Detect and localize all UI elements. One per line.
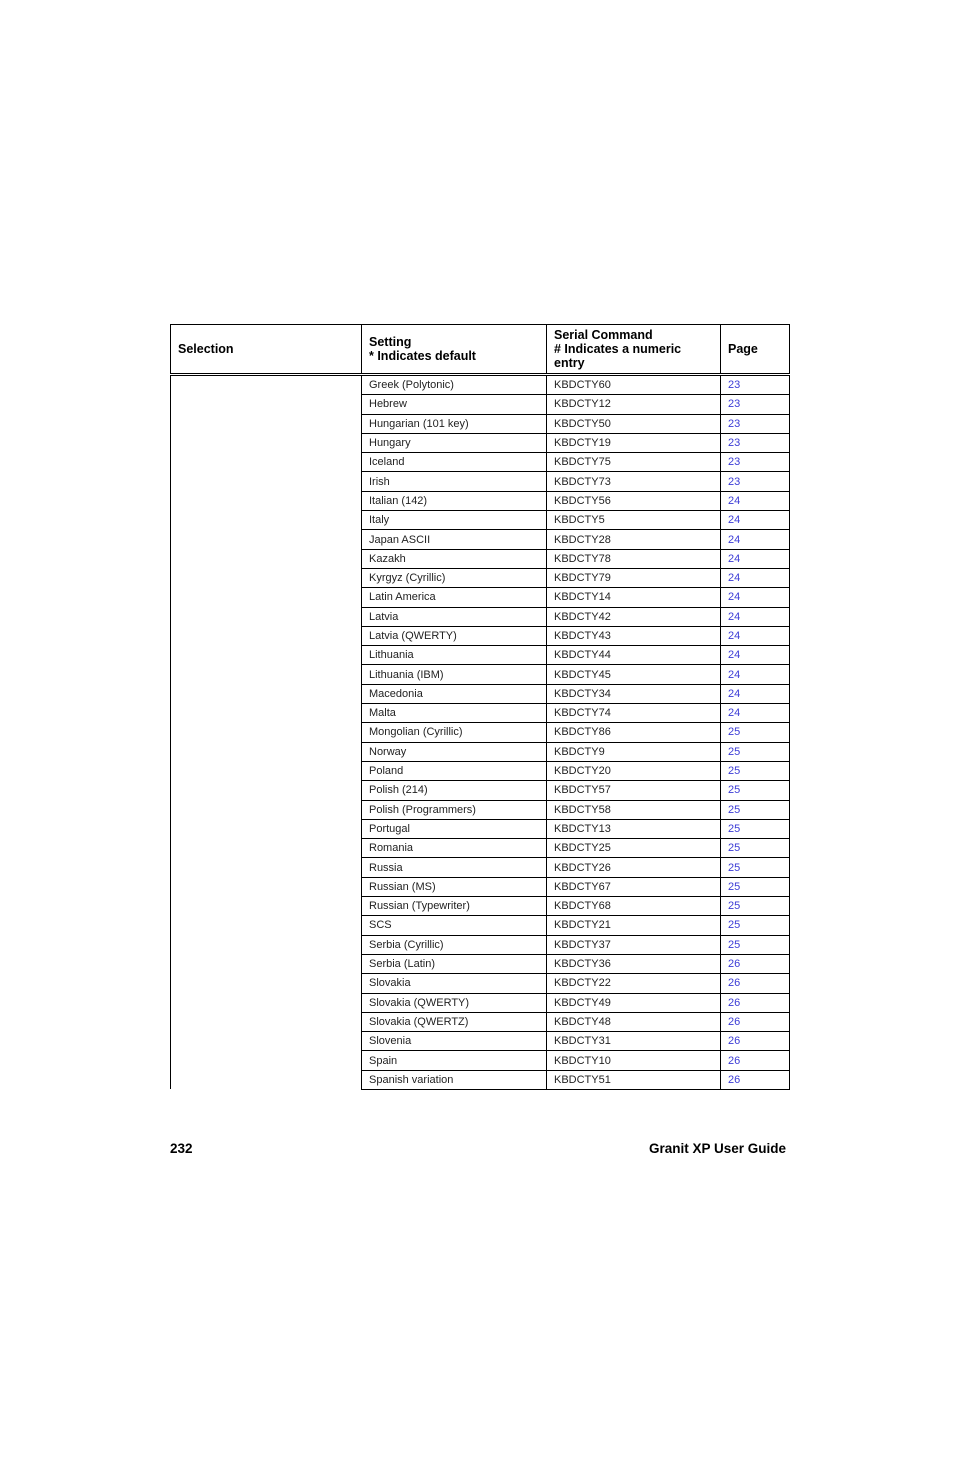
page-link[interactable]: 25: [721, 723, 790, 742]
page-number: 232: [170, 1141, 193, 1156]
table-row: [171, 646, 790, 665]
selection-cell: [171, 1032, 362, 1051]
setting-cell: Slovakia: [362, 974, 547, 993]
selection-cell: [171, 549, 362, 568]
selection-cell: [171, 607, 362, 626]
selection-cell: [171, 839, 362, 858]
serial-command-cell: KBDCTY50: [547, 414, 721, 433]
serial-command-cell: KBDCTY78: [547, 549, 721, 568]
setting-cell: Hebrew: [362, 395, 547, 414]
page-link[interactable]: 26: [721, 954, 790, 973]
serial-command-cell: KBDCTY34: [547, 684, 721, 703]
selection-cell: [171, 1070, 362, 1089]
serial-command-cell: KBDCTY25: [547, 839, 721, 858]
page-link[interactable]: 24: [721, 511, 790, 530]
page-link[interactable]: 24: [721, 491, 790, 510]
serial-command-cell: KBDCTY22: [547, 974, 721, 993]
table-row: [171, 607, 790, 626]
page-link[interactable]: 23: [721, 375, 790, 395]
table-row: [171, 897, 790, 916]
serial-command-cell: KBDCTY5: [547, 511, 721, 530]
serial-command-cell: KBDCTY28: [547, 530, 721, 549]
serial-command-cell: KBDCTY45: [547, 665, 721, 684]
selection-cell: [171, 588, 362, 607]
serial-command-cell: KBDCTY13: [547, 819, 721, 838]
setting-cell: Japan ASCII: [362, 530, 547, 549]
serial-command-cell: KBDCTY75: [547, 453, 721, 472]
serial-command-cell: KBDCTY57: [547, 781, 721, 800]
selection-cell: [171, 916, 362, 935]
serial-command-cell: KBDCTY68: [547, 897, 721, 916]
setting-cell: Greek (Polytonic): [362, 375, 547, 395]
page-link[interactable]: 25: [721, 761, 790, 780]
setting-cell: Polish (Programmers): [362, 800, 547, 819]
serial-command-cell: KBDCTY37: [547, 935, 721, 954]
setting-cell: SCS: [362, 916, 547, 935]
setting-cell: Romania: [362, 839, 547, 858]
serial-command-cell: KBDCTY56: [547, 491, 721, 510]
setting-cell: Kyrgyz (Cyrillic): [362, 568, 547, 587]
setting-cell: Latin America: [362, 588, 547, 607]
setting-cell: Hungary: [362, 433, 547, 452]
setting-cell: Latvia (QWERTY): [362, 626, 547, 645]
setting-cell: Slovenia: [362, 1032, 547, 1051]
setting-cell: Russian (MS): [362, 877, 547, 896]
setting-cell: Irish: [362, 472, 547, 491]
setting-cell: Serbia (Cyrillic): [362, 935, 547, 954]
setting-cell: Latvia: [362, 607, 547, 626]
serial-command-cell: KBDCTY31: [547, 1032, 721, 1051]
selection-cell: [171, 858, 362, 877]
selection-cell: [171, 723, 362, 742]
table-row: [171, 665, 790, 684]
serial-command-cell: KBDCTY10: [547, 1051, 721, 1070]
setting-cell: Mongolian (Cyrillic): [362, 723, 547, 742]
table-row: [171, 1012, 790, 1031]
page-link[interactable]: 26: [721, 974, 790, 993]
setting-cell: Russia: [362, 858, 547, 877]
selection-cell: [171, 530, 362, 549]
table-row: [171, 1032, 790, 1051]
page-link[interactable]: 25: [721, 935, 790, 954]
keyboard-country-table: [170, 324, 790, 1090]
selection-cell: [171, 742, 362, 761]
page-link[interactable]: 25: [721, 858, 790, 877]
header-page: Page: [721, 325, 790, 375]
serial-command-cell: KBDCTY42: [547, 607, 721, 626]
table-row: [171, 839, 790, 858]
serial-command-cell: KBDCTY9: [547, 742, 721, 761]
table-row: [171, 530, 790, 549]
setting-cell: Spain: [362, 1051, 547, 1070]
header-setting: Setting * Indicates default: [362, 325, 547, 375]
page-link[interactable]: 23: [721, 395, 790, 414]
setting-cell: Slovakia (QWERTZ): [362, 1012, 547, 1031]
header-serial-command: Serial Command # Indicates a numeric entry: [547, 325, 721, 375]
table-row: [171, 819, 790, 838]
setting-cell: Lithuania: [362, 646, 547, 665]
table-row: [171, 414, 790, 433]
setting-cell: Portugal: [362, 819, 547, 838]
table-row: [171, 761, 790, 780]
setting-cell: Kazakh: [362, 549, 547, 568]
serial-command-cell: KBDCTY79: [547, 568, 721, 587]
serial-command-cell: KBDCTY48: [547, 1012, 721, 1031]
selection-cell: [171, 877, 362, 896]
page-link[interactable]: 25: [721, 742, 790, 761]
selection-cell: [171, 819, 362, 838]
setting-cell: Norway: [362, 742, 547, 761]
selection-cell: [171, 453, 362, 472]
page-link[interactable]: 25: [721, 800, 790, 819]
page-link[interactable]: 24: [721, 530, 790, 549]
selection-cell: [171, 491, 362, 510]
setting-cell: Iceland: [362, 453, 547, 472]
selection-cell: [171, 395, 362, 414]
selection-cell: [171, 935, 362, 954]
selection-cell: [171, 954, 362, 973]
selection-cell: [171, 433, 362, 452]
setting-cell: Russian (Typewriter): [362, 897, 547, 916]
selection-cell: [171, 568, 362, 587]
page-link[interactable]: 24: [721, 665, 790, 684]
page-link[interactable]: 24: [721, 646, 790, 665]
page-link[interactable]: 26: [721, 993, 790, 1012]
table-row: [171, 588, 790, 607]
selection-cell: [171, 646, 362, 665]
page-link[interactable]: 24: [721, 626, 790, 645]
setting-cell: Hungarian (101 key): [362, 414, 547, 433]
serial-command-cell: KBDCTY51: [547, 1070, 721, 1089]
table-row: [171, 1070, 790, 1089]
table-row: [171, 375, 790, 395]
table-row: [171, 954, 790, 973]
serial-command-cell: KBDCTY43: [547, 626, 721, 645]
selection-cell: [171, 704, 362, 723]
table-row: [171, 511, 790, 530]
table-row: [171, 993, 790, 1012]
page-link[interactable]: 24: [721, 684, 790, 703]
page-link[interactable]: 25: [721, 916, 790, 935]
page-link[interactable]: 25: [721, 781, 790, 800]
table-row: [171, 858, 790, 877]
selection-cell: [171, 472, 362, 491]
serial-command-cell: KBDCTY36: [547, 954, 721, 973]
selection-cell: [171, 684, 362, 703]
page-link[interactable]: 24: [721, 704, 790, 723]
table-row: [171, 877, 790, 896]
setting-cell: Malta: [362, 704, 547, 723]
header-selection: Selection: [171, 325, 362, 375]
table-row: [171, 453, 790, 472]
table-row: [171, 433, 790, 452]
table-row: [171, 723, 790, 742]
setting-cell: Serbia (Latin): [362, 954, 547, 973]
table-header-row: [171, 325, 790, 375]
page-link[interactable]: 25: [721, 897, 790, 916]
page-link[interactable]: 24: [721, 549, 790, 568]
serial-command-cell: KBDCTY26: [547, 858, 721, 877]
selection-cell: [171, 897, 362, 916]
selection-cell: [171, 993, 362, 1012]
selection-cell: [171, 781, 362, 800]
selection-cell: [171, 626, 362, 645]
serial-command-cell: KBDCTY44: [547, 646, 721, 665]
serial-command-cell: KBDCTY19: [547, 433, 721, 452]
page-link[interactable]: 25: [721, 877, 790, 896]
selection-cell: [171, 761, 362, 780]
table-row: [171, 781, 790, 800]
selection-cell: [171, 1012, 362, 1031]
serial-command-cell: KBDCTY86: [547, 723, 721, 742]
selection-cell: [171, 414, 362, 433]
guide-title: Granit XP User Guide: [648, 1141, 786, 1156]
setting-cell: Italian (142): [362, 491, 547, 510]
table-row: [171, 395, 790, 414]
setting-cell: Poland: [362, 761, 547, 780]
serial-command-cell: KBDCTY21: [547, 916, 721, 935]
table-row: [171, 472, 790, 491]
selection-cell: [171, 974, 362, 993]
serial-command-cell: KBDCTY73: [547, 472, 721, 491]
page-link[interactable]: 23: [721, 414, 790, 433]
table-row: [171, 742, 790, 761]
table-row: [171, 626, 790, 645]
page-link[interactable]: 26: [721, 1012, 790, 1031]
selection-cell: [171, 375, 362, 395]
selection-cell: [171, 1051, 362, 1070]
serial-command-cell: KBDCTY74: [547, 704, 721, 723]
setting-cell: Macedonia: [362, 684, 547, 703]
table-body: [171, 375, 790, 1090]
page-link[interactable]: 23: [721, 433, 790, 452]
table-row: [171, 974, 790, 993]
setting-cell: Italy: [362, 511, 547, 530]
table-row: [171, 1051, 790, 1070]
table-row: [171, 704, 790, 723]
page-link[interactable]: 24: [721, 607, 790, 626]
serial-command-cell: KBDCTY12: [547, 395, 721, 414]
page-link[interactable]: 25: [721, 819, 790, 838]
serial-command-cell: KBDCTY20: [547, 761, 721, 780]
page-link[interactable]: 26: [721, 1051, 790, 1070]
selection-cell: [171, 511, 362, 530]
table-row: [171, 935, 790, 954]
page-link[interactable]: 26: [721, 1070, 790, 1089]
selection-cell: [171, 665, 362, 684]
table-row: [171, 916, 790, 935]
serial-command-cell: KBDCTY60: [547, 375, 721, 395]
table-row: [171, 549, 790, 568]
table-row: [171, 491, 790, 510]
page-link[interactable]: 23: [721, 453, 790, 472]
table-row: [171, 684, 790, 703]
serial-command-cell: KBDCTY14: [547, 588, 721, 607]
page-link[interactable]: 25: [721, 839, 790, 858]
table-row: [171, 800, 790, 819]
setting-cell: Lithuania (IBM): [362, 665, 547, 684]
setting-cell: Slovakia (QWERTY): [362, 993, 547, 1012]
table-row: [171, 568, 790, 587]
setting-cell: Polish (214): [362, 781, 547, 800]
page-link[interactable]: 26: [721, 1032, 790, 1051]
page-link[interactable]: 24: [721, 588, 790, 607]
page-link[interactable]: 24: [721, 568, 790, 587]
page-link[interactable]: 23: [721, 472, 790, 491]
serial-command-cell: KBDCTY58: [547, 800, 721, 819]
serial-command-cell: KBDCTY49: [547, 993, 721, 1012]
selection-cell: [171, 800, 362, 819]
serial-command-cell: KBDCTY67: [547, 877, 721, 896]
setting-cell: Spanish variation: [362, 1070, 547, 1089]
